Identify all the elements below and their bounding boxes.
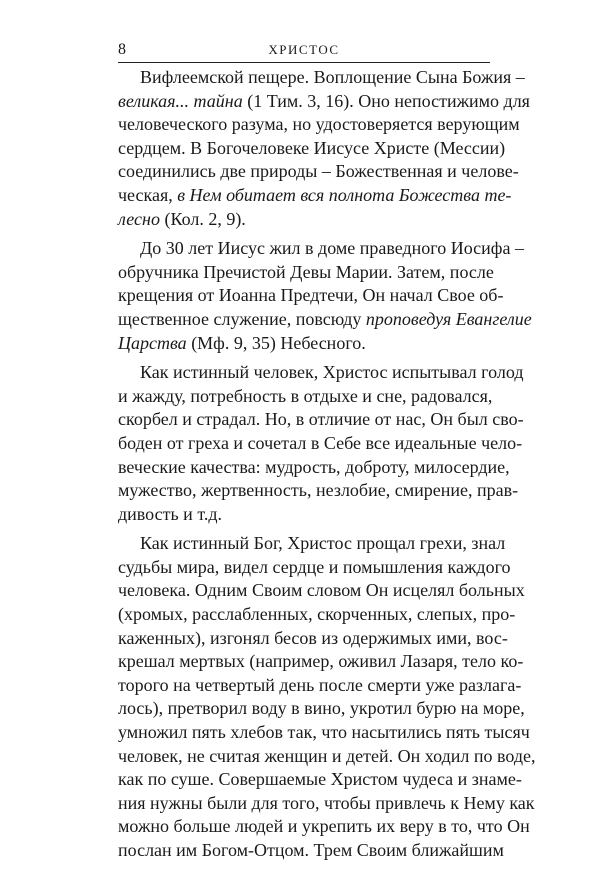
text-run: человека. Одним Своим словом Он исцелял больных [118,580,525,601]
text-run: каженных), изгонял бесов из одержимых ими, вос- [118,627,508,648]
text-run: (хромых, расслабленных, скорченных, слепых, про- [118,604,516,625]
text-line [118,385,493,409]
text-run: дивость и т.д. [118,503,222,524]
text-run: ческая, [118,184,178,205]
text-line [118,308,532,332]
text-run: щественное служение, повсюду [118,308,366,329]
text-line [118,137,506,161]
text-run: До 30 лет Иисус жил в доме праведного Иосифа – [140,238,524,259]
running-title: ХРИСТОС [268,42,340,57]
italic-quote: проповедуя Евангелие [365,308,532,329]
text-line [118,160,519,184]
text-line [118,208,490,232]
text-run: веческие качества: мудрость, доброту, милосердие, [118,456,510,477]
italic-quote: великая... тайна [118,90,243,111]
italic-quote: в Нем обитает вся полнота Божества те- [177,184,512,205]
text-run: (1 Тим. 3, 16). Оно непостижимо для [242,90,530,111]
text-run: послан им Богом-Отцом. Трем Своим ближайшим [118,840,504,860]
text-line [118,579,525,603]
text-run: лось), претворил воду в вино, укротил бурю на море, [118,698,525,719]
text-line [118,237,524,261]
text-line [118,697,525,721]
text-line [118,721,530,745]
text-line [118,66,525,90]
text-line [118,408,524,432]
text-line [118,745,536,769]
text-run: (Мф. 9, 35) Небесного. [186,332,366,353]
text-run: ния нужны были для того, чтобы привлечь к Нему как [118,792,535,813]
page-number: 8 [118,41,126,58]
text-line [118,556,511,580]
paragraph [118,66,530,231]
text-run: мужество, жертвенность, незлобие, смирение, прав- [118,480,519,501]
text-run: Как истинный человек, Христос испытывал голод [140,362,524,383]
text-line [118,113,520,137]
text-line [118,650,524,674]
text-line [118,361,524,385]
text-line [118,532,506,556]
text-run: скорбел и страдал. Но, в отличие от нас, Он был сво- [118,409,524,430]
text-run: умножил пять хлебов так, что насытились пять тысяч [118,722,530,743]
text-run: судьбы мира, видел сердце и помышления каждого [118,556,511,577]
text-run: и жажду, потребность в отдыхе и сне, радовался, [118,385,493,406]
text-line [118,261,494,285]
text-line [118,479,519,503]
text-run: соединились две природы – Божественная и челове- [118,161,519,182]
text-line [118,503,490,527]
text-line [118,603,516,627]
text-run: крещения от Иоанна Предтечи, Он начал Свое об- [118,285,504,306]
paragraph [118,532,536,862]
text-line [118,627,508,651]
text-line [118,284,504,308]
text-line [118,90,530,114]
text-run: Вифлеемской пещере. Воплощение Сына Божия – [140,67,525,87]
text-line [118,674,522,698]
text-line [118,456,510,480]
text-line [118,184,512,208]
text-run: как по суше. Совершаемые Христом чудеса и знаме- [118,769,522,790]
text-line [118,792,535,816]
text-line [118,432,523,456]
text-run: Как истинный Бог, Христос прощал грехи, знал [140,533,506,554]
page-body-text [118,66,536,869]
text-run: боден от греха и сочетал в Себе все идеальные чело- [118,432,523,453]
text-line [118,815,530,839]
text-line [118,332,490,356]
paragraph [118,237,532,355]
page-header [118,38,490,63]
italic-quote: Царства [118,332,187,353]
text-run: (Кол. 2, 9). [159,208,246,229]
text-run: человеческого разума, но удостоверяется верующим [118,114,520,135]
text-run: сердцем. В Богочеловеке Иисусе Христе (Мессии) [118,137,506,158]
paragraph [118,361,524,526]
text-line [118,768,522,792]
text-line [118,839,504,863]
text-run: обручника Пречистой Девы Марии. Затем, после [118,261,494,282]
text-run: крешал мертвых (например, оживил Лазаря, тело ко- [118,651,524,672]
italic-quote: лесно [118,208,160,229]
text-run: можно больше людей и укрепить их веру в то, что Он [118,816,530,837]
text-run: человек, не считая женщин и детей. Он ходил по воде, [118,745,536,766]
text-run: торого на четвертый день после смерти уже разлага- [118,674,522,695]
